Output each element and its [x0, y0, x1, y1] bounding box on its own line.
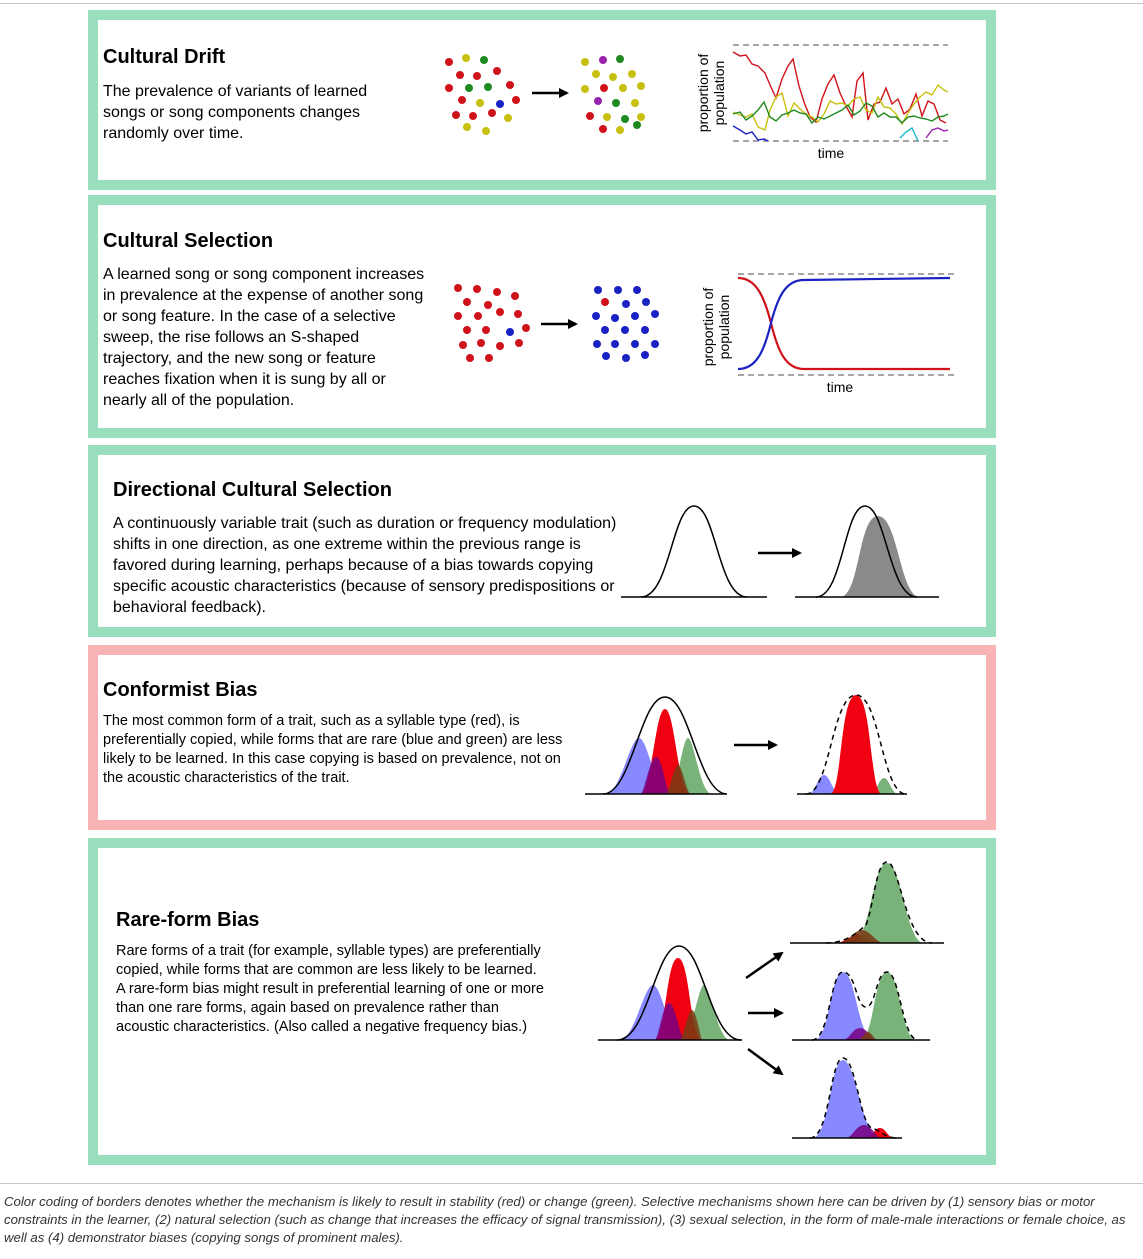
red-dot [463, 298, 471, 306]
red-dot [600, 84, 608, 92]
selection-curve-blue [738, 278, 950, 369]
conformist-after [797, 695, 907, 794]
blue-dot [622, 300, 630, 308]
directional-after-curve [795, 506, 939, 597]
red-dot [469, 112, 477, 120]
blue-dot [506, 328, 514, 336]
drift-series-purple [926, 128, 948, 138]
red-dot [458, 96, 466, 104]
red-dot [514, 310, 522, 318]
red-dot [493, 288, 501, 296]
red-dot [459, 341, 467, 349]
drift-series-lines [733, 52, 948, 141]
purple-dot [594, 97, 602, 105]
rareform-outcome-green [790, 862, 944, 943]
yellow-dot [504, 114, 512, 122]
red-dot [473, 285, 481, 293]
red-dot [445, 58, 453, 66]
red-dot [456, 71, 464, 79]
drift-series-blue [733, 126, 768, 141]
red-dot [482, 326, 490, 334]
blue-dot [614, 286, 622, 294]
panel-description: A learned song or song component increases in prevalence at the expense of another song or song feature. In the case of a selective sweep, the rise follows an S-shaped trajectory, and the new song or feature reaches fixation when it is sung by all or nearly all of the population. [103, 266, 425, 409]
red-dot [506, 81, 514, 89]
yellow-dot [476, 99, 484, 107]
blue-dot [611, 340, 619, 348]
panel-description: The prevalence of variants of learned songs or song components changes randomly over time. [103, 83, 368, 142]
green-dot [633, 121, 641, 129]
panel-title: Cultural Selection [103, 230, 274, 252]
panel-description: A continuously variable trait (such as duration or frequency modulation) shifts in one direction, as one extreme within the previous range is favored during learning, perhaps because of a bias towards copying specific acoustic characteristics (because of sensory predispositions or behavioral feedback). [113, 515, 617, 616]
blue-dot [622, 354, 630, 362]
yellow-dot [637, 113, 645, 121]
red-dot [485, 354, 493, 362]
caption-rule [0, 1183, 1143, 1184]
blue-dot [651, 340, 659, 348]
red-dot [452, 111, 460, 119]
blue-dot [641, 351, 649, 359]
red-dot [493, 67, 501, 75]
figure-caption: Color coding of borders denotes whether the mechanism is likely to result in stability (red) or change (green). Selective mechanisms shown here can be driven by (1) sensory bias or motor constraints in the learner, (2) natural selection (such as change that increases the efficacy of signal transmission), (3) sexual selection, in the form of male-male interactions or female choice, as well as (4) demonstrator biases (copying songs of prominent males). [4, 1194, 1126, 1245]
yellow-dot [592, 70, 600, 78]
red-dot [454, 284, 462, 292]
yellow-dot [631, 99, 639, 107]
chart-xlabel: time [826, 379, 854, 395]
blue-dot [593, 340, 601, 348]
yellow-dot [628, 70, 636, 78]
chart-ylabel: proportion of [700, 287, 716, 367]
drift-series-cyan [900, 128, 918, 141]
rareform-outcome-blue [792, 1058, 902, 1138]
blue-dot [633, 286, 641, 294]
red-dot [496, 342, 504, 350]
blue-dot [496, 100, 504, 108]
blue-dot [602, 352, 610, 360]
rareform-outcome-blue-green [792, 972, 930, 1040]
drift-dot-cluster-before [445, 54, 520, 135]
green-dot [480, 56, 488, 64]
drift-chart [695, 45, 948, 161]
yellow-dot [482, 127, 490, 135]
red-dot [601, 298, 609, 306]
drift-series-yellow [733, 85, 948, 130]
red-dot [511, 292, 519, 300]
green-dot [465, 84, 473, 92]
panel-title: Rare-form Bias [116, 909, 260, 931]
yellow-dot [619, 84, 627, 92]
blue-dot [594, 286, 602, 294]
selection-dot-cluster-before [454, 284, 530, 362]
blue-dot [601, 326, 609, 334]
directional-before-curve [621, 506, 767, 597]
panel-title: Cultural Drift [103, 46, 226, 68]
yellow-dot [609, 73, 617, 81]
yellow-dot [603, 113, 611, 121]
panel-title: Directional Cultural Selection [113, 479, 392, 501]
panel-title: Conformist Bias [103, 679, 258, 701]
red-dot [488, 109, 496, 117]
drift-series-red [733, 52, 946, 123]
blue-dot [651, 310, 659, 318]
yellow-dot [616, 126, 624, 134]
rareform-arrow-down [748, 1049, 782, 1074]
red-dot [445, 84, 453, 92]
red-dot [522, 324, 530, 332]
blue-dot [621, 326, 629, 334]
green-dot [484, 83, 492, 91]
selection-chart [700, 274, 955, 395]
green-dot [621, 115, 629, 123]
green-dot [616, 55, 624, 63]
chart-ylabel: population [716, 294, 732, 360]
red-dot [463, 326, 471, 334]
red-dot [599, 125, 607, 133]
blue-dot [641, 326, 649, 334]
yellow-dot [462, 54, 470, 62]
green-dot [612, 99, 620, 107]
drift-dot-cluster-after [581, 55, 645, 134]
rareform-arrow-up [746, 953, 782, 978]
blue-dot [611, 314, 619, 322]
red-dot [515, 339, 523, 347]
red-dot [496, 308, 504, 316]
chart-xlabel: time [817, 145, 845, 161]
red-dot [466, 354, 474, 362]
shifted-distribution [840, 516, 920, 597]
red-dot [512, 96, 520, 104]
rareform-before [598, 946, 742, 1040]
red-dot [473, 72, 481, 80]
purple-dot [599, 56, 607, 64]
chart-ylabel: population [711, 60, 727, 126]
yellow-dot [581, 58, 589, 66]
blue-dot [592, 312, 600, 320]
panel-description: Rare forms of a trait (for example, syllable types) are preferentially copied, while forms that are common are less likely to be learned. A rare-form bias might result in preferential learning of one or more than one rare forms, again based on prevalence rather than acoustic characteristics. (Also called a negative frequency bias.) [116, 943, 544, 1035]
yellow-dot [581, 85, 589, 93]
red-dot [484, 301, 492, 309]
selection-dot-cluster-after [592, 286, 659, 362]
blue-dot [631, 340, 639, 348]
chart-ylabel: proportion of [695, 53, 711, 133]
blue-dot [631, 312, 639, 320]
red-dot [474, 312, 482, 320]
yellow-dot [637, 82, 645, 90]
panel-description: The most common form of a trait, such as a syllable type (red), is preferentially copied, while forms that are rare (blue and green) are less likely to be learned. In this case copying is based on prevalence, not on the acoustic characteristics of the trait. [103, 713, 563, 786]
conformist-before [585, 697, 727, 794]
red-dot [454, 312, 462, 320]
drift-series-green [733, 102, 948, 123]
red-dot [586, 112, 594, 120]
blue-dot [642, 298, 650, 306]
red-dot [477, 339, 485, 347]
yellow-dot [463, 123, 471, 131]
